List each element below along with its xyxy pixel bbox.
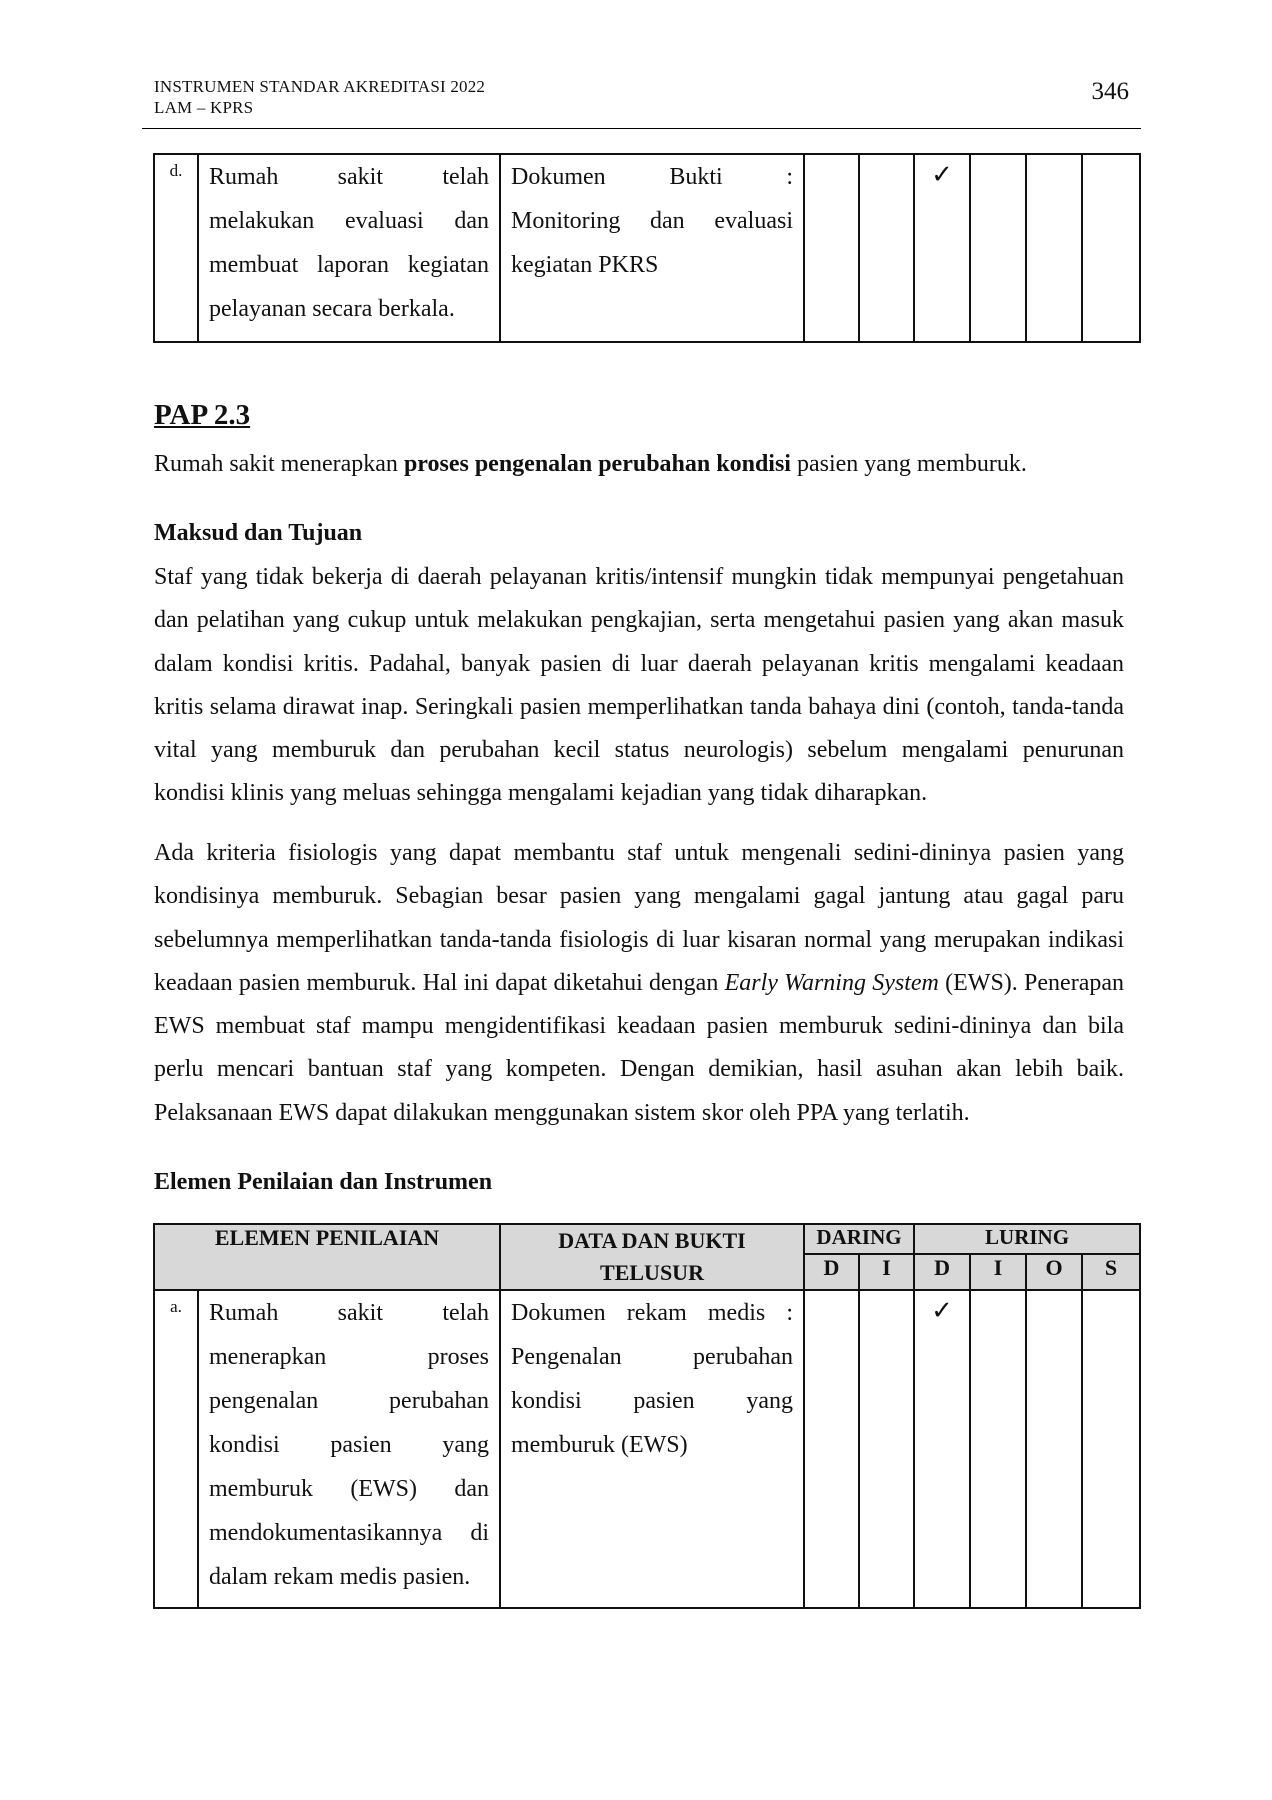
section-lead <box>154 451 1027 478</box>
header-sub-i: I <box>859 1254 914 1290</box>
check-luring-i <box>970 154 1026 342</box>
element-line: dalam rekam medis pasien. <box>209 1564 471 1590</box>
element-cell <box>198 1290 500 1608</box>
row-number: d. <box>154 154 198 342</box>
header-data-line2: TELUSUR <box>600 1260 704 1285</box>
element-line: pengenalan perubahan <box>209 1388 489 1414</box>
paragraph-line: vital yang memburuk dan perubahan kecil status neurologis) sebelum mengalami penurunan <box>154 737 1124 764</box>
elemen-table <box>153 1223 1141 1609</box>
check-luring-i <box>970 1290 1026 1608</box>
header-subtitle: LAM – KPRS <box>154 98 254 117</box>
paragraph-line: EWS membuat staf mampu mengidentifikasi keadaan pasien memburuk sedini-dininya dan bila <box>154 1013 1124 1040</box>
data-cell <box>500 1290 804 1608</box>
header-title: INSTRUMEN STANDAR AKREDITASI 2022 <box>154 77 486 96</box>
check-luring-o <box>1026 1290 1082 1608</box>
table-row <box>154 154 1140 342</box>
paragraph-line: Pelaksanaan EWS dapat dilakukan menggunakan sistem skor oleh PPA yang terlatih. <box>154 1099 970 1126</box>
element-line: Rumah sakit telah <box>209 164 489 190</box>
data-line: Dokumen rekam medis : <box>511 1300 793 1326</box>
paragraph-line: Ada kriteria fisiologis yang dapat membantu staf untuk mengenali sedini-dininya pasien yang <box>154 840 1124 866</box>
element-line: pelayanan secara berkala. <box>209 296 455 322</box>
paragraph-line: kritis selama dirawat inap. Seringkali pasien memperlihatkan tanda bahaya dini (contoh, tanda-tanda <box>154 693 1124 720</box>
data-line: Pengenalan perubahan <box>511 1344 793 1370</box>
data-cell <box>500 154 804 342</box>
check-luring-s <box>1082 154 1140 342</box>
header-data-line1: DATA DAN BUKTI <box>558 1228 746 1253</box>
element-cell <box>198 154 500 342</box>
header-sub-o: O <box>1026 1254 1082 1290</box>
check-luring-s <box>1082 1290 1140 1608</box>
paragraph-line: kondisi klinis yang meluas sehingga mengalami kejadian yang tidak diharapkan. <box>154 780 928 807</box>
paragraph-text: keadaan pasien memburuk. Hal ini dapat diketahui dengan <box>154 969 725 996</box>
data-line: kegiatan PKRS <box>511 252 659 278</box>
element-line: mendokumentasikannya di <box>209 1520 489 1546</box>
maksud-paragraph-2 <box>154 832 1124 1135</box>
header-sub-d: D <box>804 1254 859 1290</box>
element-line: menerapkan proses <box>209 1344 489 1370</box>
paragraph-line: dalam kondisi kritis. Padahal, banyak pasien di luar daerah pelayanan kritis mengalami keadaan <box>154 650 1124 677</box>
header-luring: LURING <box>914 1224 1140 1254</box>
check-mark-icon: ✓ <box>931 160 953 190</box>
check-daring-d <box>804 154 859 342</box>
lead-text-after: pasien yang memburuk. <box>790 451 1027 477</box>
paragraph-line: Staf yang tidak bekerja di daerah pelayanan kritis/intensif mungkin tidak mempunyai pengetahuan <box>154 564 1124 590</box>
maksud-paragraph-1 <box>154 556 1124 816</box>
row-number: a. <box>154 1290 198 1608</box>
check-luring-o <box>1026 154 1082 342</box>
paragraph-line: kondisinya memburuk. Sebagian besar pasien yang mengalami gagal jantung atau gagal paru <box>154 883 1124 910</box>
check-daring-i <box>859 1290 914 1608</box>
paragraph-line: dan pelatihan yang cukup untuk melakukan pengkajian, serta mengetahui pasien yang akan masuk <box>154 607 1124 634</box>
paragraph-line: perlu mencari bantuan staf yang kompeten. Dengan demikian, hasil asuhan akan lebih baik. <box>154 1056 1124 1083</box>
maksud-heading: Maksud dan Tujuan <box>154 520 363 546</box>
element-line: melakukan evaluasi dan <box>209 208 489 234</box>
section-code: PAP 2.3 <box>154 399 251 431</box>
element-line: memburuk (EWS) dan <box>209 1476 489 1502</box>
header-sub-i: I <box>970 1254 1026 1290</box>
table-row <box>154 1290 1140 1608</box>
top-table <box>153 153 1141 343</box>
header-sub-d: D <box>914 1254 970 1290</box>
page-number: 346 <box>1091 78 1129 105</box>
lead-text-bold: proses pengenalan perubahan kondisi <box>403 451 791 477</box>
lead-text-before: Rumah sakit menerapkan <box>154 451 404 477</box>
header-daring: DARING <box>804 1224 914 1254</box>
check-daring-i <box>859 154 914 342</box>
check-daring-d <box>804 1290 859 1608</box>
check-mark-icon: ✓ <box>931 1296 953 1326</box>
element-line: kondisi pasien yang <box>209 1432 489 1458</box>
paragraph-italic-term: Early Warning System <box>724 969 939 996</box>
paragraph-line: sebelumnya memperlihatkan tanda-tanda fisiologis di luar kisaran normal yang merupakan indikasi <box>154 926 1124 953</box>
running-header <box>154 76 485 118</box>
header-data <box>500 1224 804 1290</box>
table-header-row <box>154 1224 1140 1254</box>
element-line: Rumah sakit telah <box>209 1300 489 1326</box>
check-luring-d <box>914 154 970 342</box>
header-sub-s: S <box>1082 1254 1140 1290</box>
data-line: Dokumen Bukti : <box>511 164 793 190</box>
data-line: Monitoring dan evaluasi <box>511 208 793 234</box>
header-rule <box>142 128 1141 129</box>
data-line: memburuk (EWS) <box>511 1432 688 1458</box>
paragraph-line <box>154 962 1124 1005</box>
element-line: membuat laporan kegiatan <box>209 252 489 278</box>
check-luring-d <box>914 1290 970 1608</box>
header-elemen: ELEMEN PENILAIAN <box>154 1224 500 1290</box>
paragraph-text: (EWS). Penerapan <box>938 969 1125 996</box>
data-line: kondisi pasien yang <box>511 1388 793 1414</box>
elemen-heading: Elemen Penilaian dan Instrumen <box>154 1169 493 1195</box>
